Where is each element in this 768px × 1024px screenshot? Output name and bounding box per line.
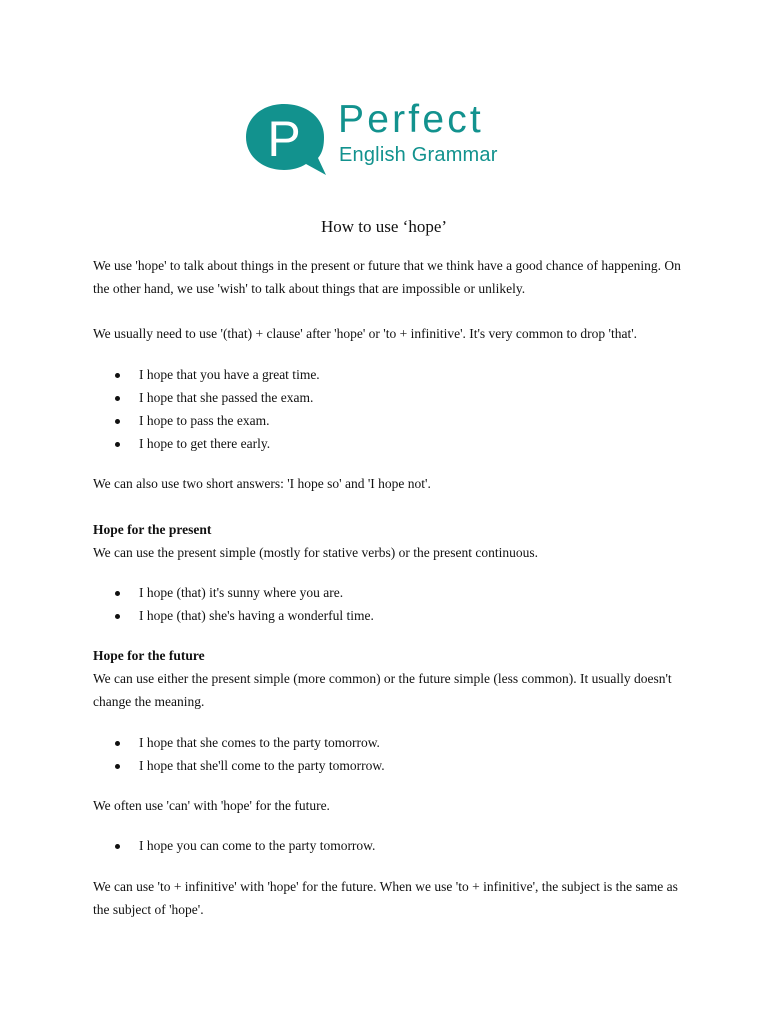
can-list [93,835,683,858]
list-item-text: I hope you can come to the party tomorrow. [139,838,376,853]
logo-letter: P [267,111,301,167]
infinitive-paragraph: We can use 'to + infinitive' with 'hope' for the future. When we use 'to + infinitive', the subject is the same as the subject of 'hope'. [93,879,678,917]
short-answers-paragraph: We can also use two short answers: 'I hope so' and 'I hope not'. [93,476,431,491]
clause-paragraph: We usually need to use '(that) + clause' after 'hope' or 'to + infinitive'. It's very common to drop 'that'. [93,326,638,341]
list-item-text: I hope (that) it's sunny where you are. [139,585,344,600]
list-item [93,755,683,778]
example-list [93,364,683,456]
list-item [93,387,683,410]
list-item-text: I hope to get there early. [139,436,271,451]
bullet-icon [115,614,120,619]
bullet-icon [115,764,120,769]
page-title: How to use ‘hope’ [320,217,448,236]
speech-bubble-logo-icon [244,102,328,176]
list-item-text: I hope that she comes to the party tomorrow. [139,735,380,750]
future-paragraph: We can use either the present simple (more common) or the future simple (less common). It usually doesn't change the meaning. [93,671,672,709]
list-item-text: I hope that she'll come to the party tomorrow. [139,758,385,773]
bullet-icon [115,591,120,596]
list-item-text: I hope that you have a great time. [139,367,320,382]
list-item [93,605,683,628]
logo-word-perfect: Perfect [338,98,484,141]
bullet-icon [115,373,120,378]
bullet-icon [115,844,120,849]
logo [244,98,534,176]
bullet-icon [115,741,120,746]
bullet-icon [115,419,120,424]
list-item-text: I hope to pass the exam. [139,413,270,428]
present-heading: Hope for the present [93,522,212,537]
bullet-icon [115,442,120,447]
list-item [93,582,683,605]
list-item [93,433,683,456]
list-item [93,364,683,387]
list-item [93,410,683,433]
future-heading: Hope for the future [93,648,205,663]
list-item [93,732,683,755]
intro-paragraph: We use 'hope' to talk about things in the present or future that we think have a good chance of happening. On the other hand, we use 'wish' to talk about things that are impossible or unlikely. [93,258,681,296]
list-item-text: I hope (that) she's having a wonderful time. [139,608,374,623]
bullet-icon [115,396,120,401]
logo-word-english-grammar: English Grammar [339,144,498,166]
present-paragraph: We can use the present simple (mostly for stative verbs) or the present continuous. [93,545,539,560]
present-list [93,582,683,628]
list-item-text: I hope that she passed the exam. [139,390,314,405]
can-paragraph: We often use 'can' with 'hope' for the future. [93,798,330,813]
list-item [93,835,683,858]
future-list [93,732,683,778]
